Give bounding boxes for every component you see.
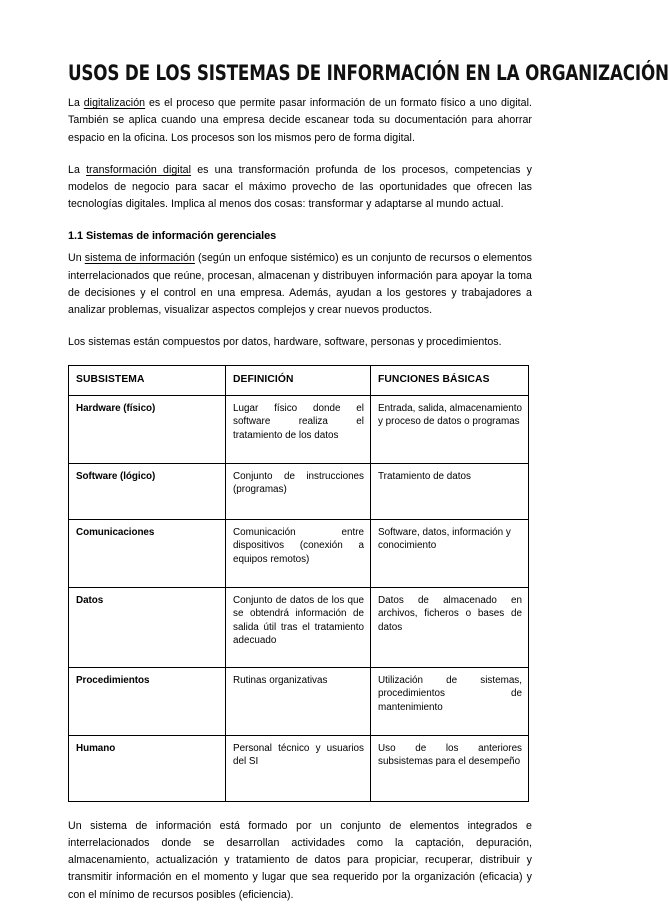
table-row xyxy=(69,519,529,587)
paragraph-body-text: es el proceso que permite pasar información de un formato físico a uno digital. También se aplica cuando una empresa decide escanear toda su documentación para ahorrar espacio en la oficina. Los procesos son los mismos pero de forma digital. xyxy=(68,97,532,144)
cell-definicion: Conjunto de datos de los que se obtendrá información de salida útil tras el tratamiento adecuado xyxy=(226,587,371,667)
cell-definicion: Comunicación entre dispositivos (conexión a equipos remotos) xyxy=(226,519,371,587)
paragraph-transformacion-digital xyxy=(68,162,532,214)
paragraph-lead-text: La xyxy=(68,163,87,176)
cell-subsistema: Datos xyxy=(69,587,226,667)
paragraph-closing: Un sistema de información está formado por un conjunto de elementos integrados e interrelacionados donde se desarrollan actividades como la captación, depuración, almacenamiento, actualización y tratamiento de datos para propiciar, recuperar, distribuir y transmitir información en el momento y lugar que sea requerido por la organización (eficacia) y con el mínimo de recursos posibles (eficiencia). xyxy=(68,819,532,901)
column-header-funciones-basicas: FUNCIONES BÁSICAS xyxy=(371,366,529,395)
paragraph-sistema-de-informacion xyxy=(68,250,532,319)
cell-definicion: Conjunto de instrucciones (programas) xyxy=(226,463,371,519)
cell-funciones: Utilización de sistemas, procedimientos de mantenimiento xyxy=(371,667,529,735)
paragraph-lead-text: La xyxy=(68,97,84,110)
cell-subsistema: Software (lógico) xyxy=(69,463,226,519)
cell-funciones: Uso de los anteriores subsistemas para el desempeño xyxy=(371,735,529,801)
cell-subsistema: Comunicaciones xyxy=(69,519,226,587)
column-header-subsistema: SUBSISTEMA xyxy=(69,366,226,395)
subsystems-table xyxy=(68,365,529,801)
table-row xyxy=(69,395,529,463)
cell-definicion: Personal técnico y usuarios del SI xyxy=(226,735,371,801)
cell-funciones: Software, datos, información y conocimiento xyxy=(371,519,529,587)
table-row xyxy=(69,463,529,519)
paragraph-body-text: (según un enfoque sistémico) es un conjunto de recursos o elementos interrelacionados que reúne, procesan, almacenan y distribuyen información para apoyar la toma de decisiones y el control en una empresa. Además, ayudan a los gestores y trabajadores a analizar problemas, visualizar aspectos complejos y crear nuevos productos. xyxy=(68,252,533,317)
page-title: USOS DE LOS SISTEMAS DE INFORMACIÓN EN LA ORGANIZACIÓN xyxy=(68,61,669,86)
cell-definicion: Rutinas organizativas xyxy=(226,667,371,735)
cell-subsistema: Procedimientos xyxy=(69,667,226,735)
term-digitalizacion: digitalización xyxy=(83,97,146,110)
term-transformacion-digital: transformación digital xyxy=(86,163,192,176)
paragraph-digitalizacion xyxy=(68,95,532,147)
column-header-definicion: DEFINICIÓN xyxy=(226,366,371,395)
table-row xyxy=(69,667,529,735)
table-row xyxy=(69,587,529,667)
paragraph-lead-text: Un xyxy=(68,252,85,265)
cell-funciones: Datos de almacenado en archivos, ficheros o bases de datos xyxy=(371,587,529,667)
term-sistema-de-informacion: sistema de información xyxy=(84,252,195,265)
cell-subsistema: Hardware (físico) xyxy=(69,395,226,463)
paragraph-body-text: es una transformación profunda de los procesos, competencias y modelos de negocio para sacar el máximo provecho de las oportunidades que ofrecen las tecnologías digitales. Implica al menos dos cosas: transformar y adaptarse al mundo actual. xyxy=(68,163,532,211)
cell-funciones: Tratamiento de datos xyxy=(371,463,529,519)
cell-definicion: Lugar físico donde el software realiza el tratamiento de los datos xyxy=(226,395,371,463)
paragraph-componentes: Los sistemas están compuestos por datos, hardware, software, personas y procedimientos. xyxy=(68,336,502,349)
table-header-row xyxy=(69,366,529,395)
section-heading-1-1: 1.1 Sistemas de información gerenciales xyxy=(68,230,277,243)
table-row xyxy=(69,735,529,801)
cell-subsistema: Humano xyxy=(69,735,226,801)
cell-funciones: Entrada, salida, almacenamiento y proceso de datos o programas xyxy=(371,395,529,463)
document-content xyxy=(68,61,669,919)
